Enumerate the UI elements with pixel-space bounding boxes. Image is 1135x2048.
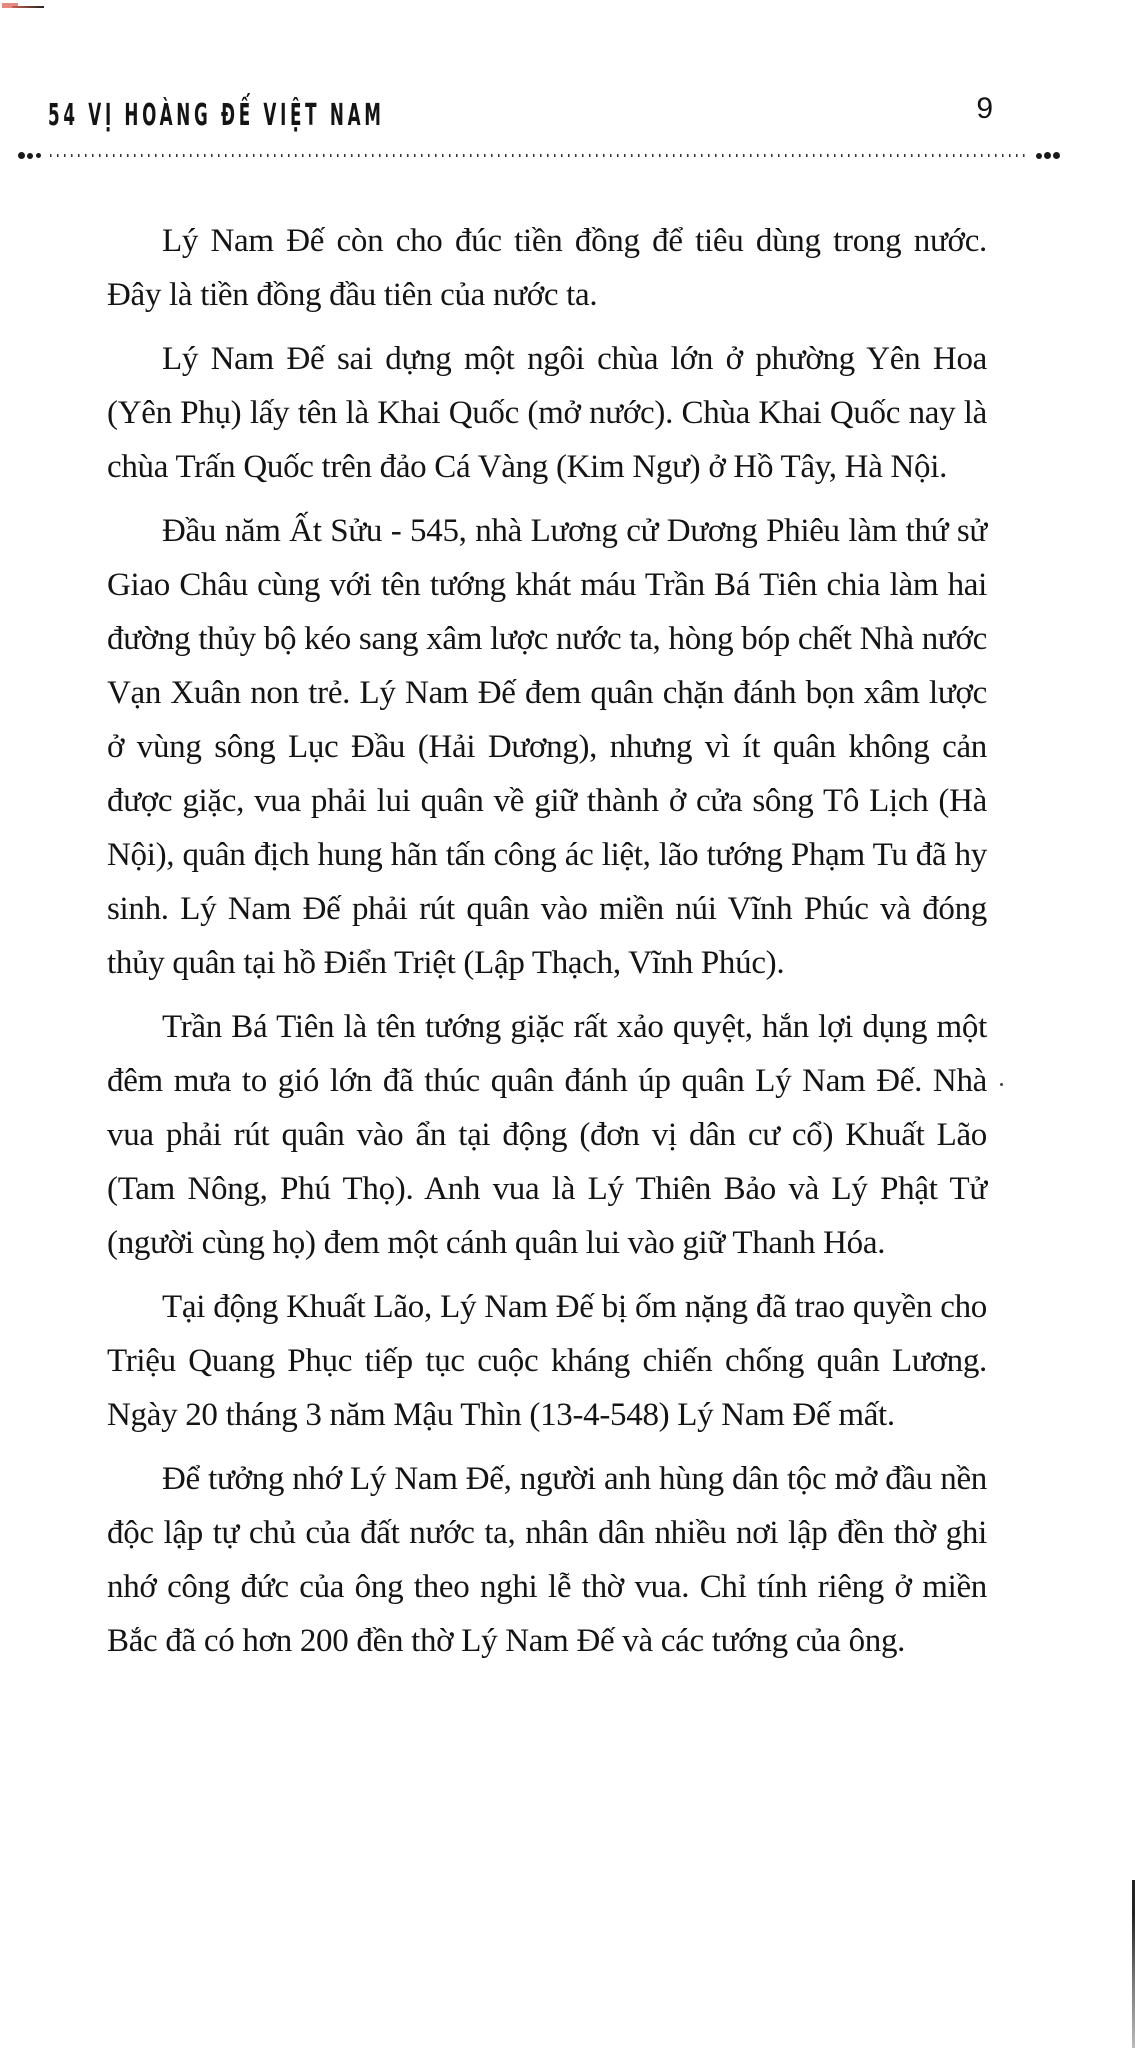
rule-dot-icon (1036, 153, 1042, 159)
rule-dot-icon (1053, 152, 1060, 159)
book-title: 54 VỊ HOÀNG ĐẾ VIỆT NAM (48, 98, 385, 133)
rule-dot-icon (27, 153, 33, 159)
page-number: 9 (976, 92, 993, 125)
paragraph: Tại động Khuất Lão, Lý Nam Đế bị ốm nặng đã trao quyền cho Triệu Quang Phục tiếp tục cuộc kháng chiến chống quân Lương. Ngày 20 tháng 3 năm Mậu Thìn (13-4-548) Lý Nam Đế mất. (107, 1289, 987, 1433)
rule-dot-icon (36, 153, 41, 158)
scan-speck (1000, 1083, 1003, 1086)
scan-corner-mark (2, 3, 44, 9)
scan-mark-line (12, 6, 44, 8)
paragraph: Trần Bá Tiên là tên tướng giặc rất xảo quyệt, hắn lợi dụng một đêm mưa to gió lớn đã thúc quân đánh úp quân Lý Nam Đế. Nhà vua phải rút quân vào ẩn tại động (đơn vị dân cư cổ) Khuất Lão (Tam Nông, Phú Thọ). Anh vua là Lý Thiên Bảo và Lý Phật Tử (người cùng họ) đem một cánh quân lui vào giữ Thanh Hóa. (107, 1009, 987, 1261)
rule-dot-icon (18, 152, 25, 159)
rule-dotted-line (50, 154, 1028, 157)
paragraph: Đầu năm Ất Sửu - 545, nhà Lương cử Dương Phiêu làm thứ sử Giao Châu cùng với tên tướng khát máu Trần Bá Tiên chia làm hai đường thủy bộ kéo sang xâm lược nước ta, hòng bóp chết Nhà nước Vạn Xuân non trẻ. Lý Nam Đế đem quân chặn đánh bọn xâm lược ở vùng sông Lục Đầu (Hải Dương), nhưng vì ít quân không cản được giặc, vua phải lui quân về giữ thành ở cửa sông Tô Lịch (Hà Nội), quân địch hung hãn tấn công ác liệt, lão tướng Phạm Tu đã hy sinh. Lý Nam Đế phải rút quân vào miền núi Vĩnh Phúc và đóng thủy quân tại hồ Điển Triệt (Lập Thạch, Vĩnh Phúc). (107, 513, 987, 981)
page-body (107, 214, 987, 1678)
dotted-header-rule (18, 150, 1060, 162)
paragraph: Để tưởng nhớ Lý Nam Đế, người anh hùng dân tộc mở đầu nền độc lập tự chủ của đất nước ta, nhân dân nhiều nơi lập đền thờ ghi nhớ công đức của ông theo nghi lễ thờ vua. Chỉ tính riêng ở miền Bắc đã có hơn 200 đền thờ Lý Nam Đế và các tướng của ông. (107, 1461, 987, 1659)
paragraph: Lý Nam Đế sai dựng một ngôi chùa lớn ở phường Yên Hoa (Yên Phụ) lấy tên là Khai Quốc (mở nước). Chùa Khai Quốc nay là chùa Trấn Quốc trên đảo Cá Vàng (Kim Ngư) ở Hồ Tây, Hà Nội. (107, 341, 987, 485)
running-header (48, 92, 993, 144)
paragraph: Lý Nam Đế còn cho đúc tiền đồng để tiêu dùng trong nước. Đây là tiền đồng đầu tiên của nước ta. (107, 223, 987, 313)
rule-dot-icon (1044, 152, 1051, 159)
